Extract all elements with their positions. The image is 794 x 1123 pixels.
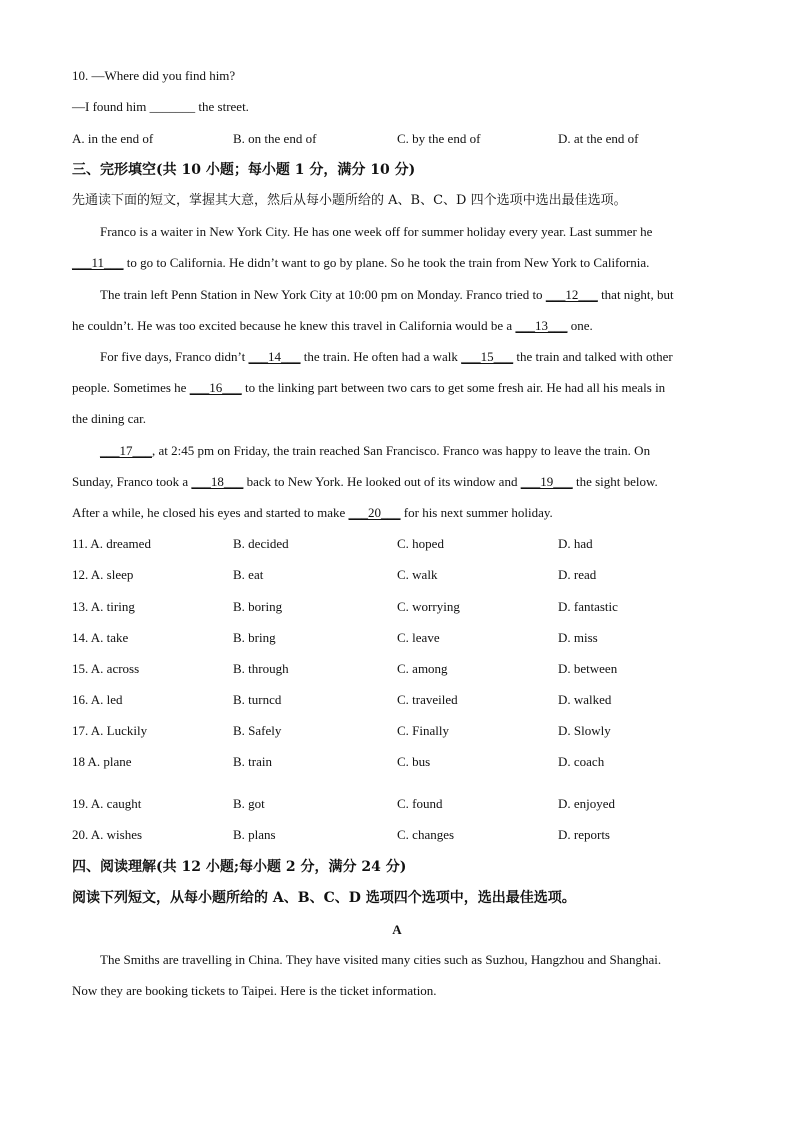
options-row-14 [72,630,732,646]
passage-text: to go to California. He didn’t want to go by plane. So he took the train from New York to California. [123,255,650,270]
passage-text: he couldn’t. He was too excited because he knew this travel in California would be a [72,318,516,333]
passage-p1-line2 [72,255,649,271]
options-row-18 [72,754,732,770]
passage-text: Sunday, Franco took a [72,474,192,489]
option-15-b: B. through [233,661,289,676]
q10-answer-suffix: the street. [195,99,249,114]
option-17-b: B. Safely [233,723,282,738]
blank-14: ___14___ [248,349,301,364]
passage-p2-line2 [72,318,593,334]
q10-answer-blank: _______ [149,99,196,114]
section4-heading: 四、阅读理解(共 12 小题;每小题 2 分，满分 24 分) [72,859,407,875]
blank-18: ___18___ [191,474,244,489]
q10-options [72,131,732,147]
option-14-b: B. bring [233,630,276,645]
blank-19: ___19___ [520,474,573,489]
option-13-a: 13. A. tiring [72,599,135,614]
passage-p2-line1 [100,287,674,303]
option-12-c: C. walk [397,567,438,582]
passage-text: one. [567,318,593,333]
option-17-a: 17. A. Luckily [72,723,148,738]
q10-option-c: C. by the end of [397,131,481,146]
passage-text: for his next summer holiday. [400,505,553,520]
blank-13: ___13___ [515,318,568,333]
option-19-d: D. enjoyed [558,796,616,811]
option-15-d: D. between [558,661,618,676]
option-12-d: D. read [558,567,597,582]
option-16-d: D. walked [558,692,612,707]
passage-p4-line3 [72,505,553,521]
passage-text: back to New York. He looked out of its window and [243,474,521,489]
option-15-a: 15. A. across [72,661,140,676]
passage-p3-line2 [72,380,665,396]
passage-p4-line2 [72,474,658,490]
blank-20: ___20___ [348,505,401,520]
option-19-b: B. got [233,796,265,811]
option-17-c: C. Finally [397,723,450,738]
passage-text: , at 2:45 pm on Friday, the train reached San Francisco. Franco was happy to leave the train. On [152,443,651,458]
blank-17: ___17___ [100,443,152,458]
option-15-c: C. among [397,661,448,676]
option-20-a: 20. A. wishes [72,827,143,842]
option-13-b: B. boring [233,599,283,614]
passage-text: The train left Penn Station in New York City at 10:00 pm on Monday. Franco tried to [100,287,546,302]
passage-text: the train and talked with other [513,349,673,364]
part-a-label: A [392,922,402,937]
option-17-d: D. Slowly [558,723,611,738]
option-11-d: D. had [558,536,593,551]
passage-text: the train. He often had a walk [300,349,462,364]
passage-text: After a while, he closed his eyes and started to make [72,505,349,520]
option-18-b: B. train [233,754,272,769]
option-14-c: C. leave [397,630,440,645]
option-13-d: D. fantastic [558,599,618,614]
options-row-13 [72,599,732,615]
options-row-19 [72,796,732,812]
option-16-b: B. turncd [233,692,282,707]
section4-instruction: 阅读下列短文，从每小题所给的 A、B、C、D 选项四个选项中，选出最佳选项。 [72,890,576,906]
option-18-d: D. coach [558,754,605,769]
option-11-a: 11. A. dreamed [72,536,151,551]
option-11-c: C. hoped [397,536,444,551]
option-18-c: C. bus [397,754,431,769]
q10-option-b: B. on the end of [233,131,317,146]
passage-text: the sight below. [572,474,658,489]
passage-text: that night, but [597,287,674,302]
passage-p3-line3: the dining car. [72,411,147,426]
option-19-c: C. found [397,796,443,811]
option-20-d: D. reports [558,827,610,842]
option-20-c: C. changes [397,827,455,842]
option-14-a: 14. A. take [72,630,129,645]
passage-p4-line1 [100,443,650,459]
passage-text: people. Sometimes he [72,380,190,395]
q10-option-d: D. at the end of [558,131,639,146]
options-row-15 [72,661,732,677]
q10-option-a: A. in the end of [72,131,154,146]
q10-question: 10. —Where did you find him? [72,68,236,83]
q10-answer-prefix: —I found him [72,99,150,114]
q10-answer [72,99,249,115]
options-row-20 [72,827,732,843]
blank-11: ___11___ [72,255,124,270]
section3-instruction: 先通读下面的短文，掌握其大意，然后从每小题所给的 A、B、C、D 四个选项中选出最佳选项。 [72,193,627,208]
option-14-d: D. miss [558,630,598,645]
reading-a-line2: Now they are booking tickets to Taipei. Here is the ticket information. [72,983,437,998]
blank-16: ___16___ [189,380,242,395]
blank-12: ___12___ [545,287,598,302]
passage-text: to the linking part between two cars to get some fresh air. He had all his meals in [241,380,666,395]
passage-p3-line1 [100,349,673,365]
options-row-16 [72,692,732,708]
option-16-c: C. traveiled [397,692,458,707]
passage-text: For five days, Franco didn’t [100,349,249,364]
option-16-a: 16. A. led [72,692,123,707]
options-row-17 [72,723,732,739]
option-19-a: 19. A. caught [72,796,142,811]
passage-p1-line1: Franco is a waiter in New York City. He has one week off for summer holiday every year. Last summer he [100,224,653,239]
section3-heading: 三、完形填空(共 10 小题；每小题 1 分，满分 10 分) [72,162,416,178]
option-18-a: 18 A. plane [72,754,132,769]
option-20-b: B. plans [233,827,276,842]
blank-15: ___15___ [461,349,514,364]
options-row-11 [72,536,732,552]
options-row-12 [72,567,732,583]
option-11-b: B. decided [233,536,289,551]
option-12-a: 12. A. sleep [72,567,134,582]
option-13-c: C. worrying [397,599,460,614]
option-12-b: B. eat [233,567,264,582]
reading-a-line1: The Smiths are travelling in China. They have visited many cities such as Suzhou, Hangzhou and Shanghai. [100,952,662,967]
